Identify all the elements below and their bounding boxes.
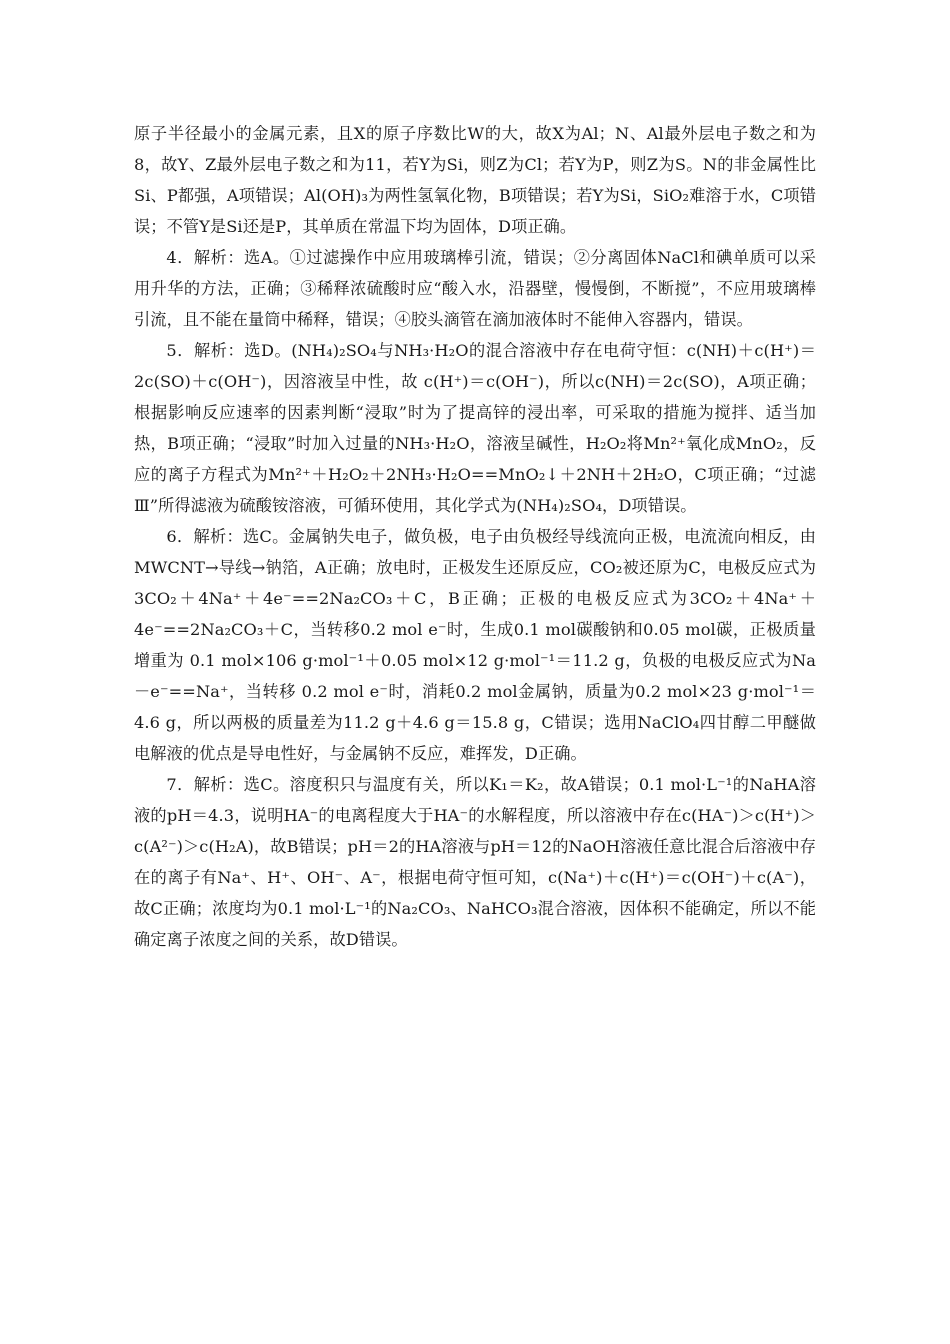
paragraph-answer-4: 4．解析：选A。①过滤操作中应用玻璃棒引流，错误；②分离固体NaCl和碘单质可以采用升华的方法，正确；③稀释浓硫酸时应“酸入水，沿器壁，慢慢倒，不断搅”，不应用玻璃棒引流，且不能在量筒中稀释，错误；④胶头滴管在滴加液体时不能伸入容器内，错误。 xyxy=(134,248,816,329)
paragraph-answer-5: 5．解析：选D。(NH₄)₂SO₄与NH₃·H₂O的混合溶液中存在电荷守恒：c(NH)＋c(H⁺)＝2c(SO)＋c(OH⁻)，因溶液呈中性，故 c(H⁺)＝c(OH⁻)，所以c(NH)＝2c(SO)，A项正确；根据影响反应速率的因素判断“浸取”时为了提高锌的浸出率，可采取的措施为搅拌、适当加热，B项正确；“浸取”时加入过量的NH₃·H₂O，溶液呈碱性，H₂O₂将Mn²⁺氧化成MnO₂，反应的离子方程式为Mn²⁺＋H₂O₂＋2NH₃·H₂O==MnO₂↓＋2NH＋2H₂O，C项正确；“过滤Ⅲ”所得滤液为硫酸铵溶液，可循环使用，其化学式为(NH₄)₂SO₄，D项错误。 xyxy=(134,341,816,515)
document-body xyxy=(134,118,816,955)
paragraph-continuation: 原子半径最小的金属元素，且X的原子序数比W的大，故X为Al；N、Al最外层电子数之和为8，故Y、Z最外层电子数之和为11，若Y为Si，则Z为Cl；若Y为P，则Z为S。N的非金属性比Si、P都强，A项错误；Al(OH)₃为两性氢氧化物，B项错误；若Y为Si，SiO₂难溶于水，C项错误；不管Y是Si还是P，其单质在常温下均为固体，D项正确。 xyxy=(134,124,816,236)
paragraph-answer-6: 6．解析：选C。金属钠失电子，做负极，电子由负极经导线流向正极，电流流向相反，由MWCNT→导线→钠箔，A正确；放电时，正极发生还原反应，CO₂被还原为C，电极反应式为3CO₂＋4Na⁺＋4e⁻==2Na₂CO₃＋C，B正确；正极的电极反应式为3CO₂＋4Na⁺＋4e⁻==2Na₂CO₃＋C，当转移0.2 mol e⁻时，生成0.1 mol碳酸钠和0.05 mol碳，正极质量增重为 0.1 mol×106 g·mol⁻¹＋0.05 mol×12 g·mol⁻¹＝11.2 g，负极的电极反应式为Na－e⁻==Na⁺，当转移 0.2 mol e⁻时，消耗0.2 mol金属钠，质量为0.2 mol×23 g·mol⁻¹＝4.6 g，所以两极的质量差为11.2 g＋4.6 g＝15.8 g，C错误；选用NaClO₄四甘醇二甲醚做电解液的优点是导电性好，与金属钠不反应，难挥发，D正确。 xyxy=(134,527,816,763)
paragraph-answer-7: 7．解析：选C。溶度积只与温度有关，所以K₁＝K₂，故A错误；0.1 mol·L⁻¹的NaHA溶液的pH＝4.3，说明HA⁻的电离程度大于HA⁻的水解程度，所以溶液中存在c(HA⁻)＞c(H⁺)＞c(A²⁻)＞c(H₂A)，故B错误；pH＝2的HA溶液与pH＝12的NaOH溶液任意比混合后溶液中存在的离子有Na⁺、H⁺、OH⁻、A⁻，根据电荷守恒可知，c(Na⁺)＋c(H⁺)＝c(OH⁻)＋c(A⁻)，故C正确；浓度均为0.1 mol·L⁻¹的Na₂CO₃、NaHCO₃混合溶液，因体积不能确定，所以不能确定离子浓度之间的关系，故D错误。 xyxy=(134,775,816,949)
